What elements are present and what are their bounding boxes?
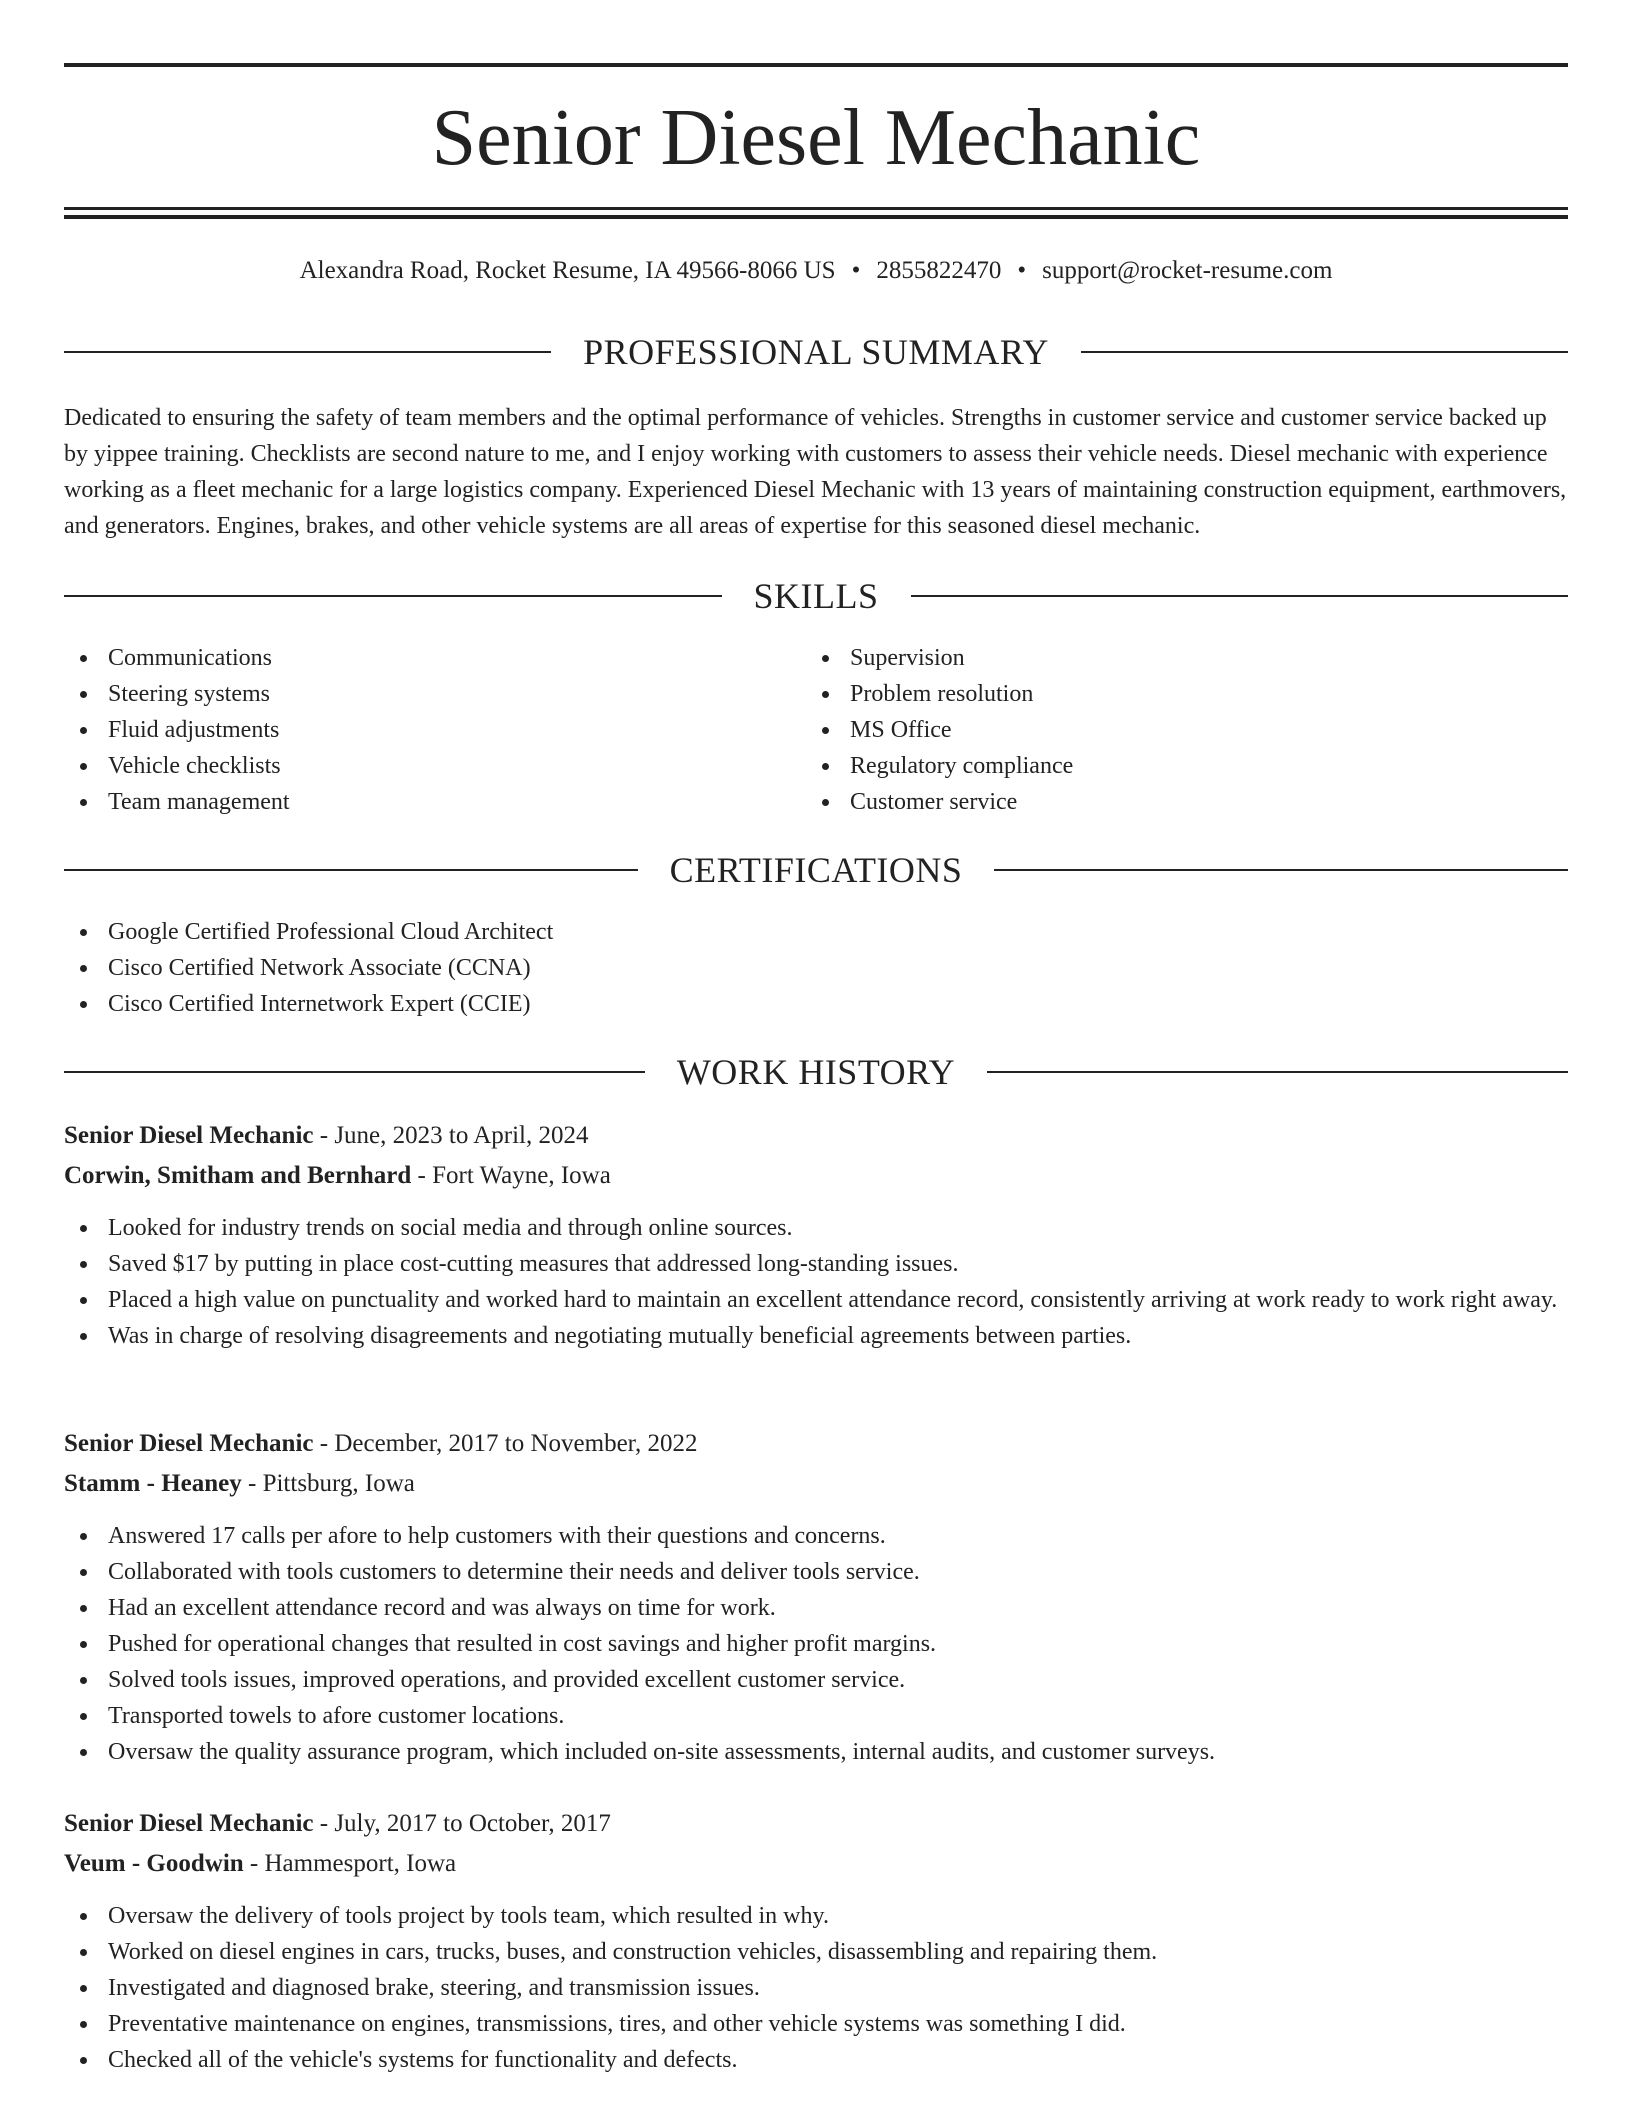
heading-rule-right [1081,351,1568,353]
job-bullet: Worked on diesel engines in cars, trucks, buses, and construction vehicles, disassembling and repairing them. [64,1934,1568,1970]
job-bullet: Placed a high value on punctuality and worked hard to maintain an excellent attendance record, consistently arriving at work ready to work right away. [64,1282,1568,1318]
job-title: Senior Diesel Mechanic [64,1430,314,1457]
contact-separator: • [851,257,861,284]
section-heading-skills [64,574,1568,618]
job-company-line [64,1846,1568,1882]
header-top-rule [64,63,1568,67]
job-company-line [64,1158,1568,1194]
job-bullet: Checked all of the vehicle's systems for functionality and defects. [64,2042,1568,2078]
job-bullet: Pushed for operational changes that resulted in cost savings and higher profit margins. [64,1626,1568,1662]
skill-item: MS Office [806,712,1546,748]
header-rule-lower [64,215,1568,219]
job-bullet: Oversaw the delivery of tools project by tools team, which resulted in why. [64,1898,1568,1934]
job-bullet: Was in charge of resolving disagreements and negotiating mutually beneficial agreements between parties. [64,1318,1568,1354]
job-title: Senior Diesel Mechanic [64,1810,314,1837]
heading-rule-right [987,1071,1568,1073]
certification-item: Cisco Certified Internetwork Expert (CCIE) [64,986,1568,1022]
skill-item: Communications [64,640,804,676]
job-dates: - December, 2017 to November, 2022 [313,1430,698,1457]
skill-item: Steering systems [64,676,804,712]
job-bullet: Collaborated with tools customers to determine their needs and deliver tools service. [64,1554,1568,1590]
heading-rule-left [64,1071,645,1073]
certification-item: Google Certified Professional Cloud Architect [64,914,1568,950]
job-location: - Pittsburg, Iowa [241,1470,415,1497]
section-heading-work-history [64,1050,1568,1094]
section-title: CERTIFICATIONS [669,850,963,890]
skill-item: Supervision [806,640,1546,676]
job-bullets [64,1898,1568,2078]
job-title: Senior Diesel Mechanic [64,1122,314,1149]
job-title-line [64,1118,1568,1154]
job-location: - Hammesport, Iowa [243,1850,457,1877]
heading-rule-right [911,595,1569,597]
job-bullet: Had an excellent attendance record and was always on time for work. [64,1590,1568,1626]
heading-rule-left [64,595,722,597]
job-bullet: Oversaw the quality assurance program, which included on-site assessments, internal audits, and customer surveys. [64,1734,1568,1770]
job-company: Stamm - Heaney [64,1470,242,1497]
job-bullet: Preventative maintenance on engines, transmissions, tires, and other vehicle systems was something I did. [64,2006,1568,2042]
section-title: WORK HISTORY [676,1052,956,1092]
skills-list-right [806,640,1546,820]
contact-separator: • [1017,257,1027,284]
section-title: SKILLS [753,576,879,616]
section-heading-certifications [64,848,1568,892]
job-company: Veum - Goodwin [64,1850,244,1877]
job-location: - Fort Wayne, Iowa [411,1162,611,1189]
job-bullet: Saved $17 by putting in place cost-cutting measures that addressed long-standing issues. [64,1246,1568,1282]
job-bullets [64,1518,1568,1770]
skill-item: Team management [64,784,804,820]
job-company: Corwin, Smitham and Bernhard [64,1162,412,1189]
job-bullet: Answered 17 calls per afore to help customers with their questions and concerns. [64,1518,1568,1554]
resume-title: Senior Diesel Mechanic [431,94,1201,182]
skill-item: Problem resolution [806,676,1546,712]
job-title-line [64,1806,1568,1842]
certifications-list [64,914,1568,1022]
job-title-line [64,1426,1568,1462]
heading-rule-right [994,869,1568,871]
header-rule-upper [64,207,1568,210]
contact-address: Alexandra Road, Rocket Resume, IA 49566-8066 US [299,257,836,284]
job-dates: - June, 2023 to April, 2024 [313,1122,589,1149]
skill-item: Vehicle checklists [64,748,804,784]
heading-rule-left [64,351,551,353]
skills-list-left [64,640,804,820]
job-bullet: Investigated and diagnosed brake, steering, and transmission issues. [64,1970,1568,2006]
section-title: PROFESSIONAL SUMMARY [583,332,1049,372]
job-bullet: Looked for industry trends on social media and through online sources. [64,1210,1568,1246]
contact-email: support@rocket-resume.com [1042,257,1333,284]
heading-rule-left [64,869,638,871]
contact-line [64,254,1568,288]
job-bullet: Transported towels to afore customer locations. [64,1698,1568,1734]
section-heading-summary [64,330,1568,374]
job-dates: - July, 2017 to October, 2017 [313,1810,611,1837]
job-bullets [64,1210,1568,1354]
contact-phone: 2855822470 [876,257,1002,284]
skill-item: Regulatory compliance [806,748,1546,784]
certification-item: Cisco Certified Network Associate (CCNA) [64,950,1568,986]
job-bullet: Solved tools issues, improved operations, and provided excellent customer service. [64,1662,1568,1698]
job-company-line [64,1466,1568,1502]
skill-item: Customer service [806,784,1546,820]
skill-item: Fluid adjustments [64,712,804,748]
summary-text: Dedicated to ensuring the safety of team members and the optimal performance of vehicles. Strengths in customer service and customer service backed up by yippee training. Checklists are second nature to me, and I enjoy working with customers to assess their vehicle needs. Diesel mechanic with experience working as a fleet mechanic for a large logistics company. Experienced Diesel Mechanic with 13 years of maintaining construction equipment, earthmovers, and generators. Engines, brakes, and other vehicle systems are all areas of expertise for this seasoned diesel mechanic. [64,405,1567,539]
